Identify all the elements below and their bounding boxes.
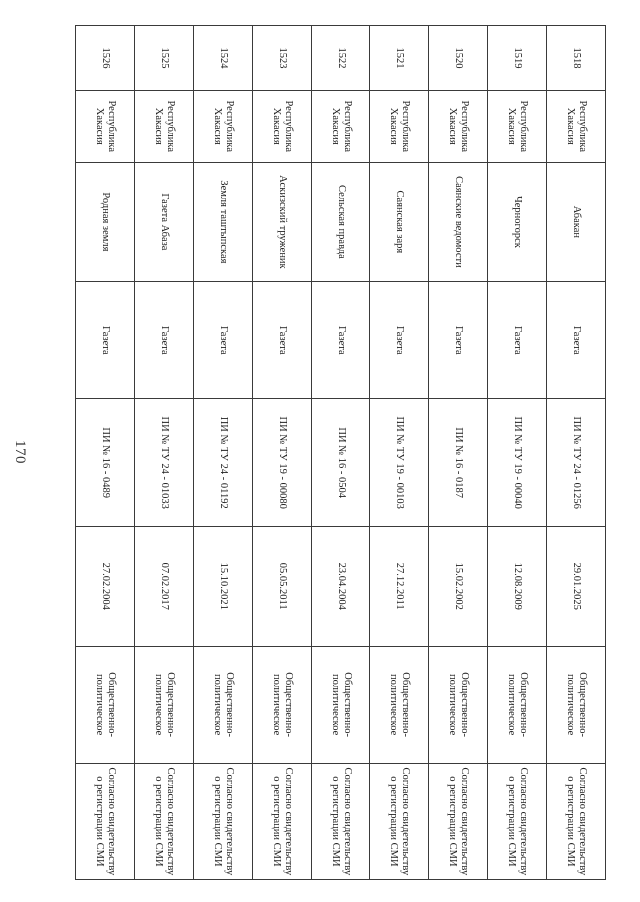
subject-cell: Общественно-политическое (252, 646, 311, 763)
publication-name: Родная земля (76, 162, 135, 282)
registration-number: ПИ № ТУ 19 - 00040 (488, 399, 547, 527)
note-cell: Согласно свидетельству о регистрации СМИ (135, 763, 194, 879)
row-number: 1525 (135, 26, 194, 91)
registration-number: ПИ № ТУ 24 - 01192 (193, 399, 252, 527)
media-registry-table (75, 25, 606, 880)
table-row (429, 26, 488, 880)
table-row (76, 26, 135, 880)
registration-number: ПИ № ТУ 19 - 00103 (370, 399, 429, 527)
note-cell: Согласно свидетельству о регистрации СМИ (193, 763, 252, 879)
registration-date: 05.05.2011 (252, 526, 311, 646)
publication-name: Саянские ведомости (429, 162, 488, 282)
subject-cell: Общественно-политическое (135, 646, 194, 763)
subject-cell: Общественно-политическое (429, 646, 488, 763)
row-number: 1520 (429, 26, 488, 91)
registration-date: 27.12.2011 (370, 526, 429, 646)
registration-date: 29.01.2025 (547, 526, 606, 646)
region-cell: Республика Хакасия (311, 90, 370, 162)
publication-name: Абакан (547, 162, 606, 282)
row-number: 1526 (76, 26, 135, 91)
publication-name: Сельская правда (311, 162, 370, 282)
row-number: 1518 (547, 26, 606, 91)
note-cell: Согласно свидетельству о регистрации СМИ (547, 763, 606, 879)
subject-cell: Общественно-политическое (76, 646, 135, 763)
note-cell: Согласно свидетельству о регистрации СМИ (429, 763, 488, 879)
publication-type: Газета (193, 282, 252, 399)
subject-cell: Общественно-политическое (370, 646, 429, 763)
row-number: 1519 (488, 26, 547, 91)
publication-name: Земля таштыпская (193, 162, 252, 282)
note-cell: Согласно свидетельству о регистрации СМИ (370, 763, 429, 879)
subject-cell: Общественно-политическое (311, 646, 370, 763)
registration-date: 15.02.2002 (429, 526, 488, 646)
region-cell: Республика Хакасия (193, 90, 252, 162)
registration-number: ПИ № 16 - 0504 (311, 399, 370, 527)
row-number: 1521 (370, 26, 429, 91)
table-row (193, 26, 252, 880)
registration-number: ПИ № ТУ 24 - 01033 (135, 399, 194, 527)
table-row (370, 26, 429, 880)
region-cell: Республика Хакасия (135, 90, 194, 162)
publication-name: Саянская заря (370, 162, 429, 282)
registration-number: ПИ № 16 - 0187 (429, 399, 488, 527)
publication-type: Газета (311, 282, 370, 399)
publication-type: Газета (370, 282, 429, 399)
registration-date: 23.04.2004 (311, 526, 370, 646)
registration-date: 27.02.2004 (76, 526, 135, 646)
table-row (547, 26, 606, 880)
page-number: 170 (12, 440, 28, 464)
table-row (135, 26, 194, 880)
registration-number: ПИ № 16 - 0489 (76, 399, 135, 527)
publication-type: Газета (252, 282, 311, 399)
publication-name: Аскизский труженик (252, 162, 311, 282)
row-number: 1524 (193, 26, 252, 91)
region-cell: Республика Хакасия (429, 90, 488, 162)
note-cell: Согласно свидетельству о регистрации СМИ (311, 763, 370, 879)
region-cell: Республика Хакасия (370, 90, 429, 162)
subject-cell: Общественно-политическое (193, 646, 252, 763)
row-number: 1523 (252, 26, 311, 91)
table-row (488, 26, 547, 880)
registration-date: 15.10.2021 (193, 526, 252, 646)
registration-date: 12.08.2009 (488, 526, 547, 646)
region-cell: Республика Хакасия (547, 90, 606, 162)
publication-type: Газета (488, 282, 547, 399)
publication-name: Черногорск (488, 162, 547, 282)
publication-name: Газета Абаза (135, 162, 194, 282)
table-row (252, 26, 311, 880)
registration-number: ПИ № ТУ 19 - 00080 (252, 399, 311, 527)
note-cell: Согласно свидетельству о регистрации СМИ (488, 763, 547, 879)
publication-type: Газета (76, 282, 135, 399)
note-cell: Согласно свидетельству о регистрации СМИ (76, 763, 135, 879)
table-wrapper (75, 25, 606, 880)
publication-type: Газета (547, 282, 606, 399)
registration-number: ПИ № ТУ 24 - 01256 (547, 399, 606, 527)
region-cell: Республика Хакасия (252, 90, 311, 162)
note-cell: Согласно свидетельству о регистрации СМИ (252, 763, 311, 879)
region-cell: Республика Хакасия (76, 90, 135, 162)
publication-type: Газета (135, 282, 194, 399)
subject-cell: Общественно-политическое (547, 646, 606, 763)
publication-type: Газета (429, 282, 488, 399)
row-number: 1522 (311, 26, 370, 91)
registration-date: 07.02.2017 (135, 526, 194, 646)
table-row (311, 26, 370, 880)
region-cell: Республика Хакасия (488, 90, 547, 162)
subject-cell: Общественно-политическое (488, 646, 547, 763)
